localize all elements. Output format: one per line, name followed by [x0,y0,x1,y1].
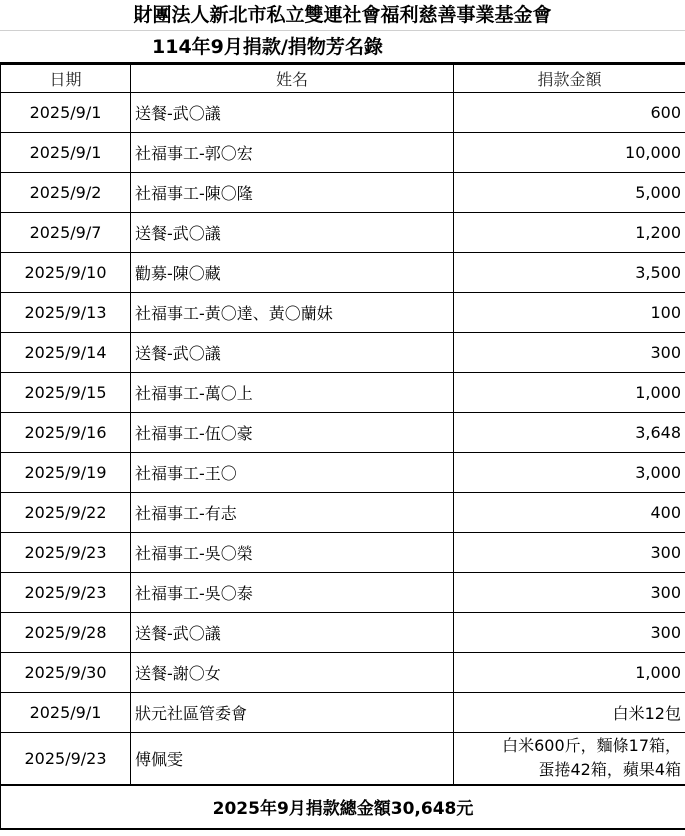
column-header-date: 日期 [1,65,131,93]
row-name: 社福事工-萬〇上 [131,373,454,413]
row-name: 社福事工-吳〇榮 [131,533,454,573]
table-row [1,413,685,453]
row-name: 送餐-武〇議 [131,213,454,253]
total-row [1,785,685,829]
table-row [1,173,685,213]
row-amount: 白米12包 [454,693,685,733]
row-date: 2025/9/13 [1,293,131,333]
row-amount: 3,648 [454,413,685,453]
table-row [1,533,685,573]
row-amount: 5,000 [454,173,685,213]
table-row [1,253,685,293]
table-row [1,613,685,653]
row-date: 2025/9/1 [1,693,131,733]
row-amount: 10,000 [454,133,685,173]
row-name: 送餐-武〇議 [131,333,454,373]
table-body [1,93,685,829]
row-date: 2025/9/1 [1,133,131,173]
table-header-row [1,65,685,93]
row-name: 社福事工-伍〇豪 [131,413,454,453]
row-date: 2025/9/16 [1,413,131,453]
row-name: 社福事工-吳〇泰 [131,573,454,613]
row-name: 社福事工-王〇 [131,453,454,493]
row-name: 送餐-武〇議 [131,93,454,133]
row-amount-line-2: 蛋捲42箱，蘋果4箱 [538,760,681,780]
row-amount: 300 [454,333,685,373]
table-row [1,293,685,333]
row-name: 送餐-武〇議 [131,613,454,653]
row-name: 傅佩雯 [131,733,454,785]
organization-title: 財團法人新北市私立雙連社會福利慈善事業基金會 [0,0,685,31]
row-amount: 300 [454,573,685,613]
row-date: 2025/9/30 [1,653,131,693]
row-name: 送餐-謝〇女 [131,653,454,693]
row-amount: 400 [454,493,685,533]
table-row [1,573,685,613]
row-date: 2025/9/28 [1,613,131,653]
row-name: 社福事工-有志 [131,493,454,533]
table-row [1,493,685,533]
row-date: 2025/9/23 [1,733,131,785]
table-row-last [1,733,685,785]
total-amount: 2025年9月捐款總金額30,648元 [1,785,685,829]
row-amount [454,733,685,785]
row-date: 2025/9/22 [1,493,131,533]
row-name: 狀元社區管委會 [131,693,454,733]
row-name: 社福事工-黃〇達、黃〇蘭妹 [131,293,454,333]
row-amount: 1,200 [454,213,685,253]
row-amount: 100 [454,293,685,333]
row-date: 2025/9/1 [1,93,131,133]
row-name: 勸募-陳〇藏 [131,253,454,293]
row-name: 社福事工-陳〇隆 [131,173,454,213]
row-amount: 1,000 [454,373,685,413]
row-date: 2025/9/7 [1,213,131,253]
row-date: 2025/9/19 [1,453,131,493]
row-name: 社福事工-郭〇宏 [131,133,454,173]
table-row [1,693,685,733]
row-date: 2025/9/10 [1,253,131,293]
row-date: 2025/9/2 [1,173,131,213]
row-amount: 3,000 [454,453,685,493]
table-row [1,453,685,493]
row-amount-line-1: 白米600斤，麵條17箱， [502,736,681,756]
table-row [1,373,685,413]
row-amount: 3,500 [454,253,685,293]
row-amount: 1,000 [454,653,685,693]
row-amount: 300 [454,533,685,573]
column-header-name: 姓名 [131,65,454,93]
row-date: 2025/9/14 [1,333,131,373]
page-subtitle: 114年9月捐款/捐物芳名錄 [0,31,685,64]
row-amount: 300 [454,613,685,653]
row-date: 2025/9/23 [1,573,131,613]
table-row [1,333,685,373]
row-amount: 600 [454,93,685,133]
table-row [1,93,685,133]
row-date: 2025/9/23 [1,533,131,573]
row-date: 2025/9/15 [1,373,131,413]
column-header-amount: 捐款金額 [454,65,685,93]
table-row [1,133,685,173]
table-row [1,653,685,693]
donation-table [0,64,685,830]
table-row [1,213,685,253]
